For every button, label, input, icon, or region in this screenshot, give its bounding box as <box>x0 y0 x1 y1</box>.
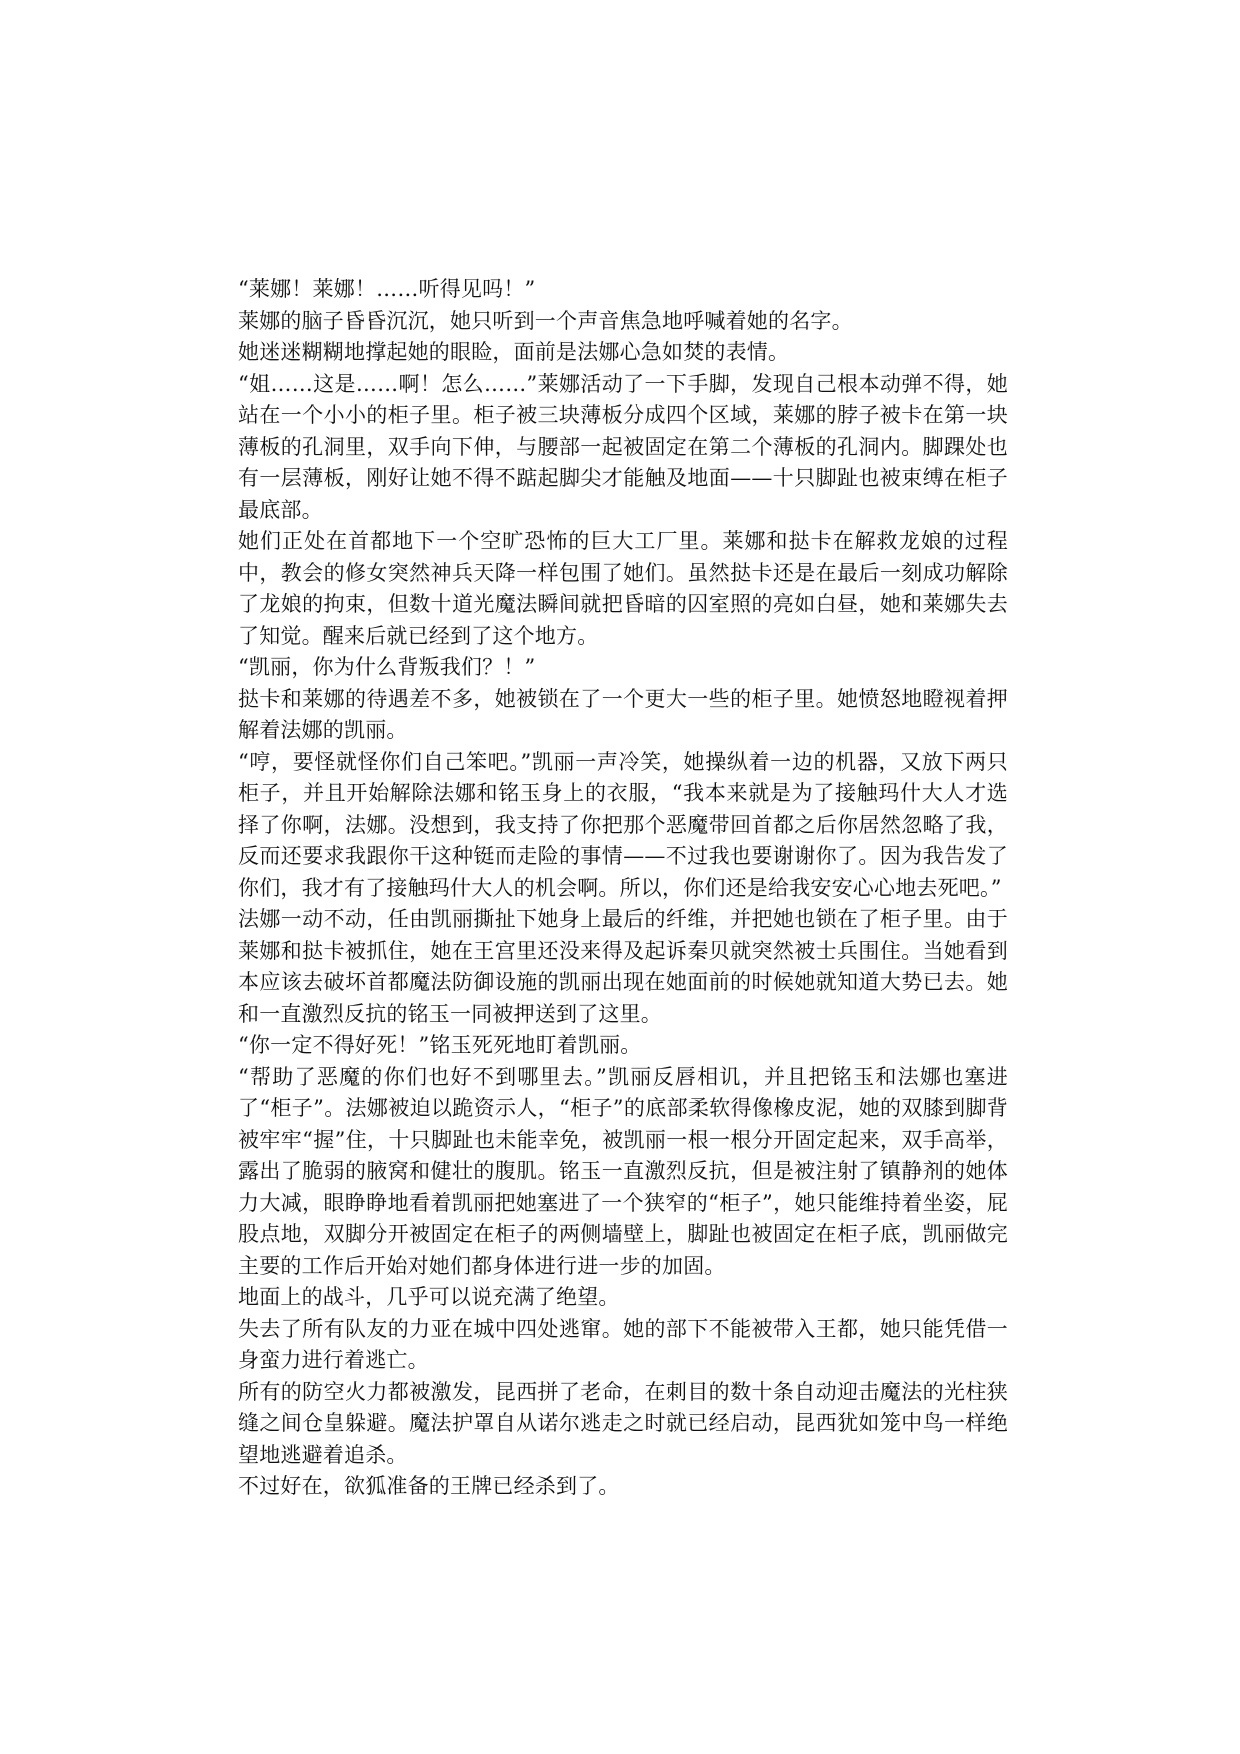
paragraph: 不过好在，欲狐准备的王牌已经杀到了。 <box>238 1474 620 1498</box>
paragraph: “哼，要怪就怪你们自己笨吧。”凯丽一声冷笑，她操纵着一边的机器，又放下两只柜子，并且开始解除法娜和铭玉身上的衣服，“我本来就是为了接触玛什大人才选择了你啊，法娜。没想到，我支持了你把那个恶魔带回首都之后你居然忽略了我，反而还要求我跟你干这种铤而走险的事情——不过我也要谢谢你了。因为我告发了你们，我才有了接触玛什大人的机会啊。所以，你们还是给我安安心心地去死吧。” <box>238 749 1008 900</box>
paragraph: 她们正处在首都地下一个空旷恐怖的巨大工厂里。莱娜和挞卡在解救龙娘的过程中，教会的修女突然神兵天降一样包围了她们。虽然挞卡还是在最后一刻成功解除了龙娘的拘束，但数十道光魔法瞬间就把昏暗的囚室照的亮如白昼，她和莱娜失去了知觉。醒来后就已经到了这个地方。 <box>238 529 1008 648</box>
paragraph: 莱娜的脑子昏昏沉沉，她只听到一个声音焦急地呼喊着她的名字。 <box>238 308 853 333</box>
paragraph: 失去了所有队友的力亚在城中四处逃窜。她的部下不能被带入王都，她只能凭借一身蛮力进行着逃亡。 <box>238 1316 1008 1372</box>
paragraph: 所有的防空火力都被激发，昆西拼了老命，在刺目的数十条自动迎击魔法的光柱狭缝之间仓皇躲避。魔法护罩自从诺尔逃走之时就已经启动，昆西犹如笼中鸟一样绝望地逃避着追杀。 <box>238 1379 1008 1467</box>
paragraph: 她迷迷糊糊地撑起她的眼睑，面前是法娜心急如焚的表情。 <box>238 340 790 364</box>
paragraph: 地面上的战斗，几乎可以说充满了绝望。 <box>238 1285 620 1309</box>
paragraph: “帮助了恶魔的你们也好不到哪里去。”凯丽反唇相讥，并且把铭玉和法娜也塞进了“柜子”。法娜被迫以跪资示人，“柜子”的底部柔软得像橡皮泥，她的双膝到脚背被牢牢“握”住，十只脚趾也未能幸免，被凯丽一根一根分开固定起来，双手高举，露出了脆弱的腋窝和健壮的腹肌。铭玉一直激烈反抗，但是被注射了镇静剂的她体力大减，眼睁睁地看着凯丽把她塞进了一个狭窄的“柜子”，她只能维持着坐姿，屁股点地，双脚分开被固定在柜子的两侧墙壁上，脚趾也被固定在柜子底，凯丽做完主要的工作后开始对她们都身体进行进一步的加固。 <box>238 1064 1008 1278</box>
paragraph: “姐……这是……啊！怎么……”莱娜活动了一下手脚，发现自己根本动弹不得，她站在一个小小的柜子里。柜子被三块薄板分成四个区域，莱娜的脖子被卡在第一块薄板的孔洞里，双手向下伸，与腰部一起被固定在第二个薄板的孔洞内。脚踝处也有一层薄板，刚好让她不得不踮起脚尖才能触及地面——十只脚趾也被束缚在柜子最底部。 <box>238 371 1008 522</box>
paragraph: “莱娜！莱娜！……听得见吗！” <box>238 277 536 301</box>
paragraph: “凯丽，你为什么背叛我们？！” <box>238 655 536 679</box>
paragraph: “你一定不得好死！”铭玉死死地盯着凯丽。 <box>238 1033 642 1057</box>
paragraph: 法娜一动不动，任由凯丽撕扯下她身上最后的纤维，并把她也锁在了柜子里。由于莱娜和挞卡被抓住，她在王宫里还没来得及起诉秦贝就突然被士兵围住。当她看到本应该去破坏首都魔法防御设施的凯丽出现在她面前的时候她就知道大势已去。她和一直激烈反抗的铭玉一同被押送到了这里。 <box>238 907 1008 1026</box>
document-page <box>238 274 1008 1503</box>
paragraph: 挞卡和莱娜的待遇差不多，她被锁在了一个更大一些的柜子里。她愤怒地瞪视着押解着法娜的凯丽。 <box>238 686 1008 742</box>
